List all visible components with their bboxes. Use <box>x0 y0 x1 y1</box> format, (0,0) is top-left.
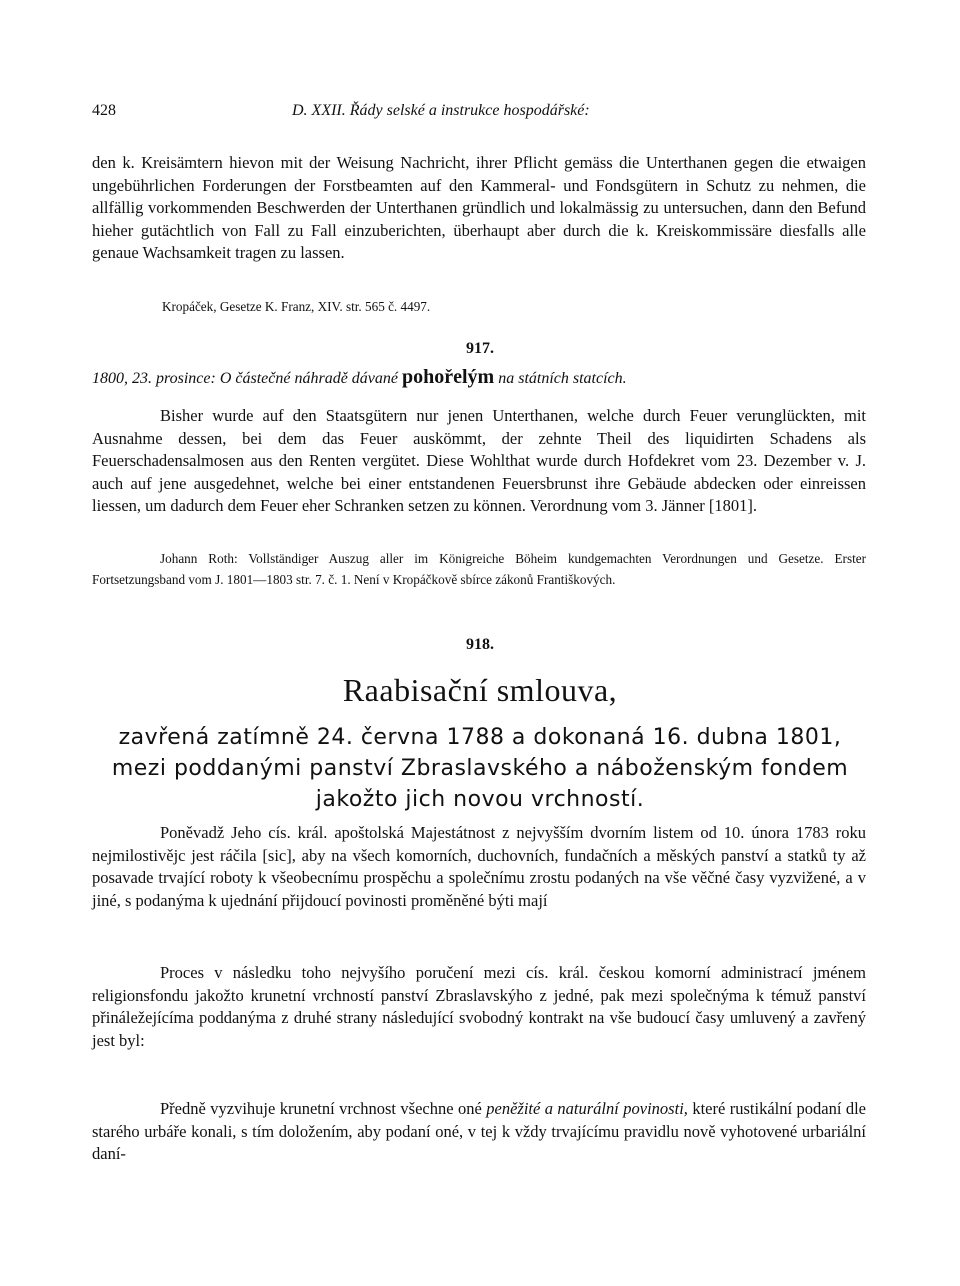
page-header <box>92 102 868 130</box>
document-subtitle-918: zavřená zatímně 24. června 1788 a dokonaná 16. dubna 1801, mezi poddanými panství Zbraslavského a náboženským fondem jakožto jich novou vrchností. <box>111 725 849 812</box>
document-number-917: 917. <box>466 340 494 357</box>
paragraph-continuation: den k. Kreisämtern hievon mit der Weisung Nachricht, ihrer Pflicht gemäss die Unterthanen gegen die etwaigen ungebührlichen Forderungen der Forstbeamten auf den Kammeral- und Fondsgütern in Schutz zu nehmen, die allfällig vorkommenden Beschwerden der Unterthanen gründlich und lokalmässig zu untersuchen, dann den Befund hieher gutächtlich von Fall zu Fall einzuberichten, überhaupt aber durch die k. Kreiskommissäre diesfalls alle genaue Wachsamkeit tragen zu lassen. <box>92 153 866 263</box>
p3-end: které rustikální podaní dle starého urbáře konali, s tím doložením, aby podaní oné, v tej k vždy trvajícímu pravidlu nově vyhotovené urbariální daní- <box>92 1099 867 1164</box>
document-title-918: Raabisační smlouva, <box>342 672 618 708</box>
source-citation: Kropáček, Gesetze K. Franz, XIV. str. 565 č. 4497. <box>162 299 431 314</box>
title-917-part2: na státních statcích. <box>498 370 627 387</box>
page-number: 428 <box>92 102 116 119</box>
document-title-917 <box>92 366 868 389</box>
paragraph-918-1: Poněvadž Jeho cís. král. apoštolská Majestátnost z nejvyšším dvorním listem od 10. února 1783 roku nejmilostivějc jest ráčila [sic], aby na všech komorních, duchovních, fundačních a měských panství a statků ty až posavade trvající roboty k všeobecnímu prospěchu a společnímu zrostu podaných na vše věčné časy vyzvižené, a v jiné, s podanýma k ujednání přijdoucí povinosti proměněné býti mají <box>92 823 866 910</box>
paragraph-918-3 <box>92 1098 866 1166</box>
p3-start: Předně vyzvihuje krunetní vrchnost všechne oné <box>160 1099 482 1118</box>
title-917-part1: 1800, 23. prosince: O částečné náhradě dávané <box>92 370 398 387</box>
paragraph-918-2: Proces v následku toho nejvyšího poručení mezi cís. král. českou komorní administrací jménem religionsfondu jakožto krunetní vrchností panství Zbraslavskýho z jedné, pak mezi společnýma k témuž panství přináležejícíma poddanýma z druhé strany následující svobodný kontrakt na vše budoucí časy umluvený a zavřený jest byl: <box>92 963 866 1050</box>
document-number-918: 918. <box>466 636 494 653</box>
p3-emphasis: peněžité a naturální povinosti, <box>486 1099 688 1118</box>
running-head: D. XXII. Řády selské a instrukce hospodářské: <box>292 102 590 119</box>
paragraph-917: Bisher wurde auf den Staatsgütern nur jenen Unterthanen, welche durch Feuer verunglückten, mit Ausnahme dessen, bei dem das Feuer auskömmt, der zehnte Theil des liquidirten Schadens als Feuerschadensalmosen aus den Renten vergütet. Diese Wohlthat wurde durch Hofdekret vom 23. Dezember v. J. auch auf jene ausgedehnet, welche bei einer entstandenen Feuersbrunst ihre Gebäude abdecken oder einreissen liessen, um dadurch dem Feuer eher Schranken setzen zu können. Verordnung vom 3. Jänner [1801]. <box>92 406 866 516</box>
title-917-emphasis: pohořelým <box>402 366 495 388</box>
source-citation-917: Johann Roth: Vollständiger Auszug aller im Königreiche Böheim kundgemachten Verordnungen und Gesetze. Erster Fortsetzungsband vom J. 1801—1803 str. 7. č. 1. Není v Kropáčkově sbírce zákonů Františkových. <box>92 551 866 587</box>
